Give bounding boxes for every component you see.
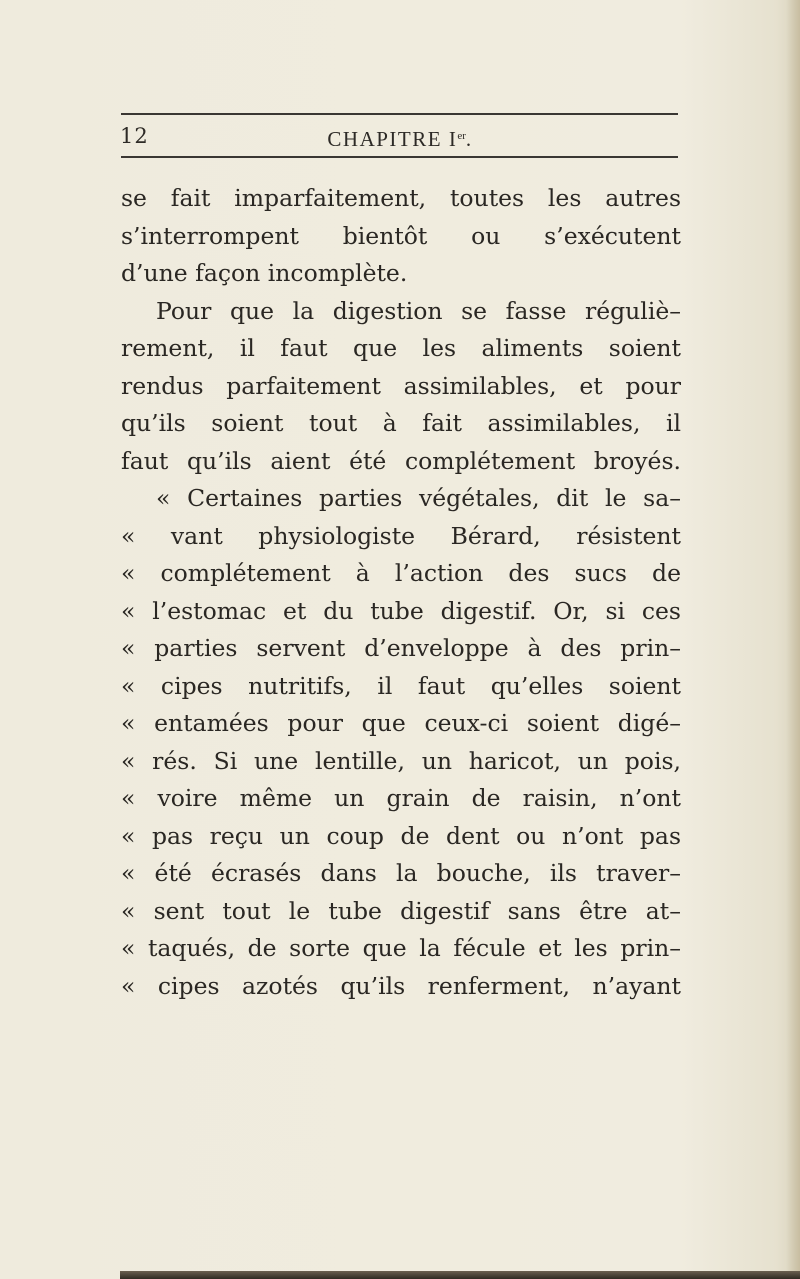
body-text (121, 180, 681, 1005)
text-line: « rés. Si une lentille, un haricot, un pois, (121, 746, 681, 775)
chapter-superscript: er (457, 130, 466, 142)
text-line: « entamées pour que ceux-ci soient digé– (121, 709, 681, 737)
text-line: faut qu’ils aient été complétement broyés. (121, 446, 681, 475)
header-rule-top (121, 113, 678, 115)
text-line: « voire même un grain de raisin, n’ont (121, 784, 681, 812)
text-line: Pour que la digestion se fasse réguliè– (156, 296, 681, 325)
text-line: « cipes nutritifs, il faut qu’elles soient (121, 671, 681, 700)
text-line: « taqués, de sorte que la fécule et les prin– (121, 934, 681, 962)
text-line: « sent tout le tube digestif sans être at– (121, 896, 681, 925)
text-line: « l’estomac et du tube digestif. Or, si ces (121, 596, 681, 625)
text-line: « été écrasés dans la bouche, ils traver– (121, 859, 681, 887)
text-line: qu’ils soient tout à fait assimilables, il (121, 409, 681, 437)
page-bottom-edge (120, 1271, 800, 1279)
page-edge-shadow (786, 0, 800, 1279)
text-line: d’une façon incomplète. (121, 259, 408, 287)
text-line: s’interrompent bientôt ou s’exécutent (121, 221, 681, 250)
running-head (0, 121, 800, 154)
text-line: « pas reçu un coup de dent ou n’ont pas (121, 821, 681, 850)
text-line: rendus parfaitement assimilables, et pour (121, 371, 681, 400)
text-line: « cipes azotés qu’ils renferment, n’ayant (121, 971, 681, 1000)
text-line: « vant physiologiste Bérard, résistent (121, 521, 681, 550)
text-line: rement, il faut que les aliments soient (121, 334, 681, 362)
text-line: « complétement à l’action des sucs de (121, 559, 681, 587)
page-number: 12 (120, 124, 149, 148)
text-line: « Certaines parties végétales, dit le sa– (156, 484, 681, 512)
chapter-title: CHAPITRE I (327, 127, 458, 151)
text-line: « parties servent d’enveloppe à des prin– (121, 634, 681, 662)
header-rule-bottom (121, 156, 678, 158)
text-line: se fait imparfaitement, toutes les autres (121, 184, 681, 212)
chapter-period: . (465, 127, 473, 151)
